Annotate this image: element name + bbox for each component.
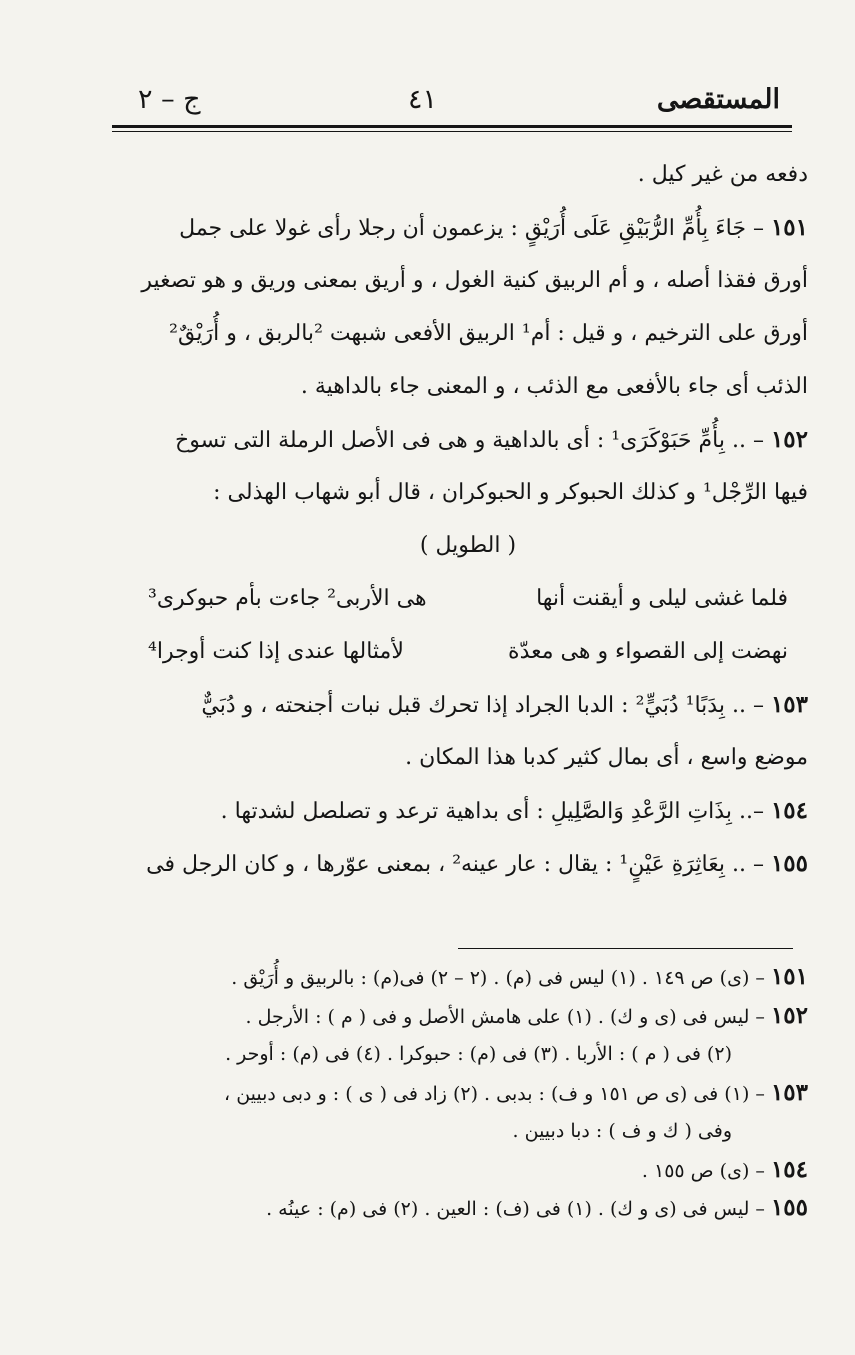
footnote-number: ١٥٢ [770,1001,808,1029]
text-line [128,148,808,201]
text-line [128,360,808,413]
line-text: الذئب أى جاء بالأفعى مع الذئب ، و المعنى جاء بالداهية . [300,374,808,399]
footnote-number: ١٥٤ [770,1155,808,1183]
line-text: فيها الرِّجْل¹ و كذلك الحبوكر و الحبوكران ، قال أبو شهاب الهذلى : [213,480,808,505]
footnote-line [118,1189,808,1228]
line-text: –.. بِذَاتِ الرَّعْدِ وَالصَّلِيلِ : أى بداهية ترعد و تصلصل لشدتها . [220,799,771,824]
text-line [128,784,808,837]
footnote-text: وفى ( ك و ف ) : دبا دبيين . [512,1120,732,1142]
page-number: ٤١ [408,84,438,115]
line-text: – جَاءَ بِأُمِّ الرُّبَيْقِ عَلَى أُرَيْقٍ : يزعمون أن رجلا رأى غولا على جمل [179,216,771,241]
footnote-number: ١٥٣ [770,1078,808,1106]
text-line [128,466,808,519]
footnote-text: – ليس فى (ى و ك) . (١) فى (ف) : العين . (٢) فى (م) : عينُه . [266,1198,771,1220]
footnote-text: – (ى) ص ١٥٥ . [641,1159,771,1182]
verse-hemistich: فلما غشى ليلى و أيقنت أنها [536,586,788,611]
line-text: موضع واسع ، أى بمال كثير كدبا هذا المكان . [405,745,808,770]
text-line [128,678,808,731]
text-line [128,413,808,466]
footnote-line [118,1035,808,1074]
proverb-number: ١٥٣ [770,691,808,718]
verse-hemistich: لأمثالها عندى إذا كنت أوجرا⁴ [148,639,404,664]
footnote-text: (٢) فى ( م ) : الأربا . (٣) فى (م) : حبوكرا . (٤) فى (م) : أوحر . [225,1043,732,1065]
text-line [128,307,808,360]
footnote-line [118,958,808,997]
running-title: المستقصى [656,84,780,115]
header-rule-thin [112,131,792,132]
verse-line [128,572,808,625]
verse-line [128,625,808,678]
proverb-number: ١٥١ [770,214,808,241]
verse-hemistich: هى الأربى² جاءت بأم حبوكرى³ [148,586,427,611]
footnotes [118,958,808,1228]
line-text: أورق على الترخيم ، و قيل : أم¹ الربيق الأفعى شبهت ²بالربق ، و أُرَيْقٌ² [169,321,808,346]
meter-label [128,519,808,572]
proverb-number: ١٥٤ [770,797,808,824]
main-text [128,148,808,890]
proverb-number: ١٥٥ [770,850,808,877]
text-line [128,731,808,784]
footnote-text: – (ى) ص ١٤٩ . (١) ليس فى (م) . (٢ – ٢) فى(م) : بالربيق و أُرَيْق . [231,967,771,989]
proverb-number: ١٥٢ [770,426,808,453]
footnote-line [118,997,808,1036]
footnote-text: – (١) فى (ى ص ١٥١ و ف) : بدبى . (٢) زاد فى ( ى ) : و دبى دبيين ، [224,1082,771,1105]
volume-label: ج – ٢ [138,84,201,115]
line-text: دفعه من غير كيل . [637,162,808,187]
line-text: أورق فقذا أصله ، و أم الربيق كنية الغول ، و أريق بمعنى وريق و هو تصغير [141,268,808,293]
text-line [128,837,808,890]
footnote-line [118,1074,808,1113]
line-text: ( الطويل ) [419,533,517,558]
text-line [128,254,808,307]
verse-hemistich: نهضت إلى القصواء و هى معدّة [508,639,788,664]
footnote-line [118,1112,808,1151]
footnote-text: – ليس فى (ى و ك) . (١) على هامش الأصل و فى ( م ) : الأرجل . [245,1005,771,1028]
line-text: – .. بِعَاثِرَةِ عَيْنٍ¹ : يقال : عار عينه² ، بمعنى عوّرها ، و كان الرجل فى [146,852,771,877]
line-text: – .. بِدَبًا¹ دُبَيٍّ² : الدبا الجراد إذا تحرك قبل نبات أجنحته ، و دُبَيٌّ [201,693,771,718]
footnote-line [118,1151,808,1190]
line-text: – .. بِأُمِّ حَبَوْكَرَى¹ : أى بالداهية و هى فى الأصل الرملة التى تسوخ [175,428,771,453]
footnote-number: ١٥١ [770,963,808,990]
footnote-rule [458,948,793,949]
header-rule [112,125,792,128]
text-line [128,201,808,254]
footnote-number: ١٥٥ [770,1194,808,1221]
